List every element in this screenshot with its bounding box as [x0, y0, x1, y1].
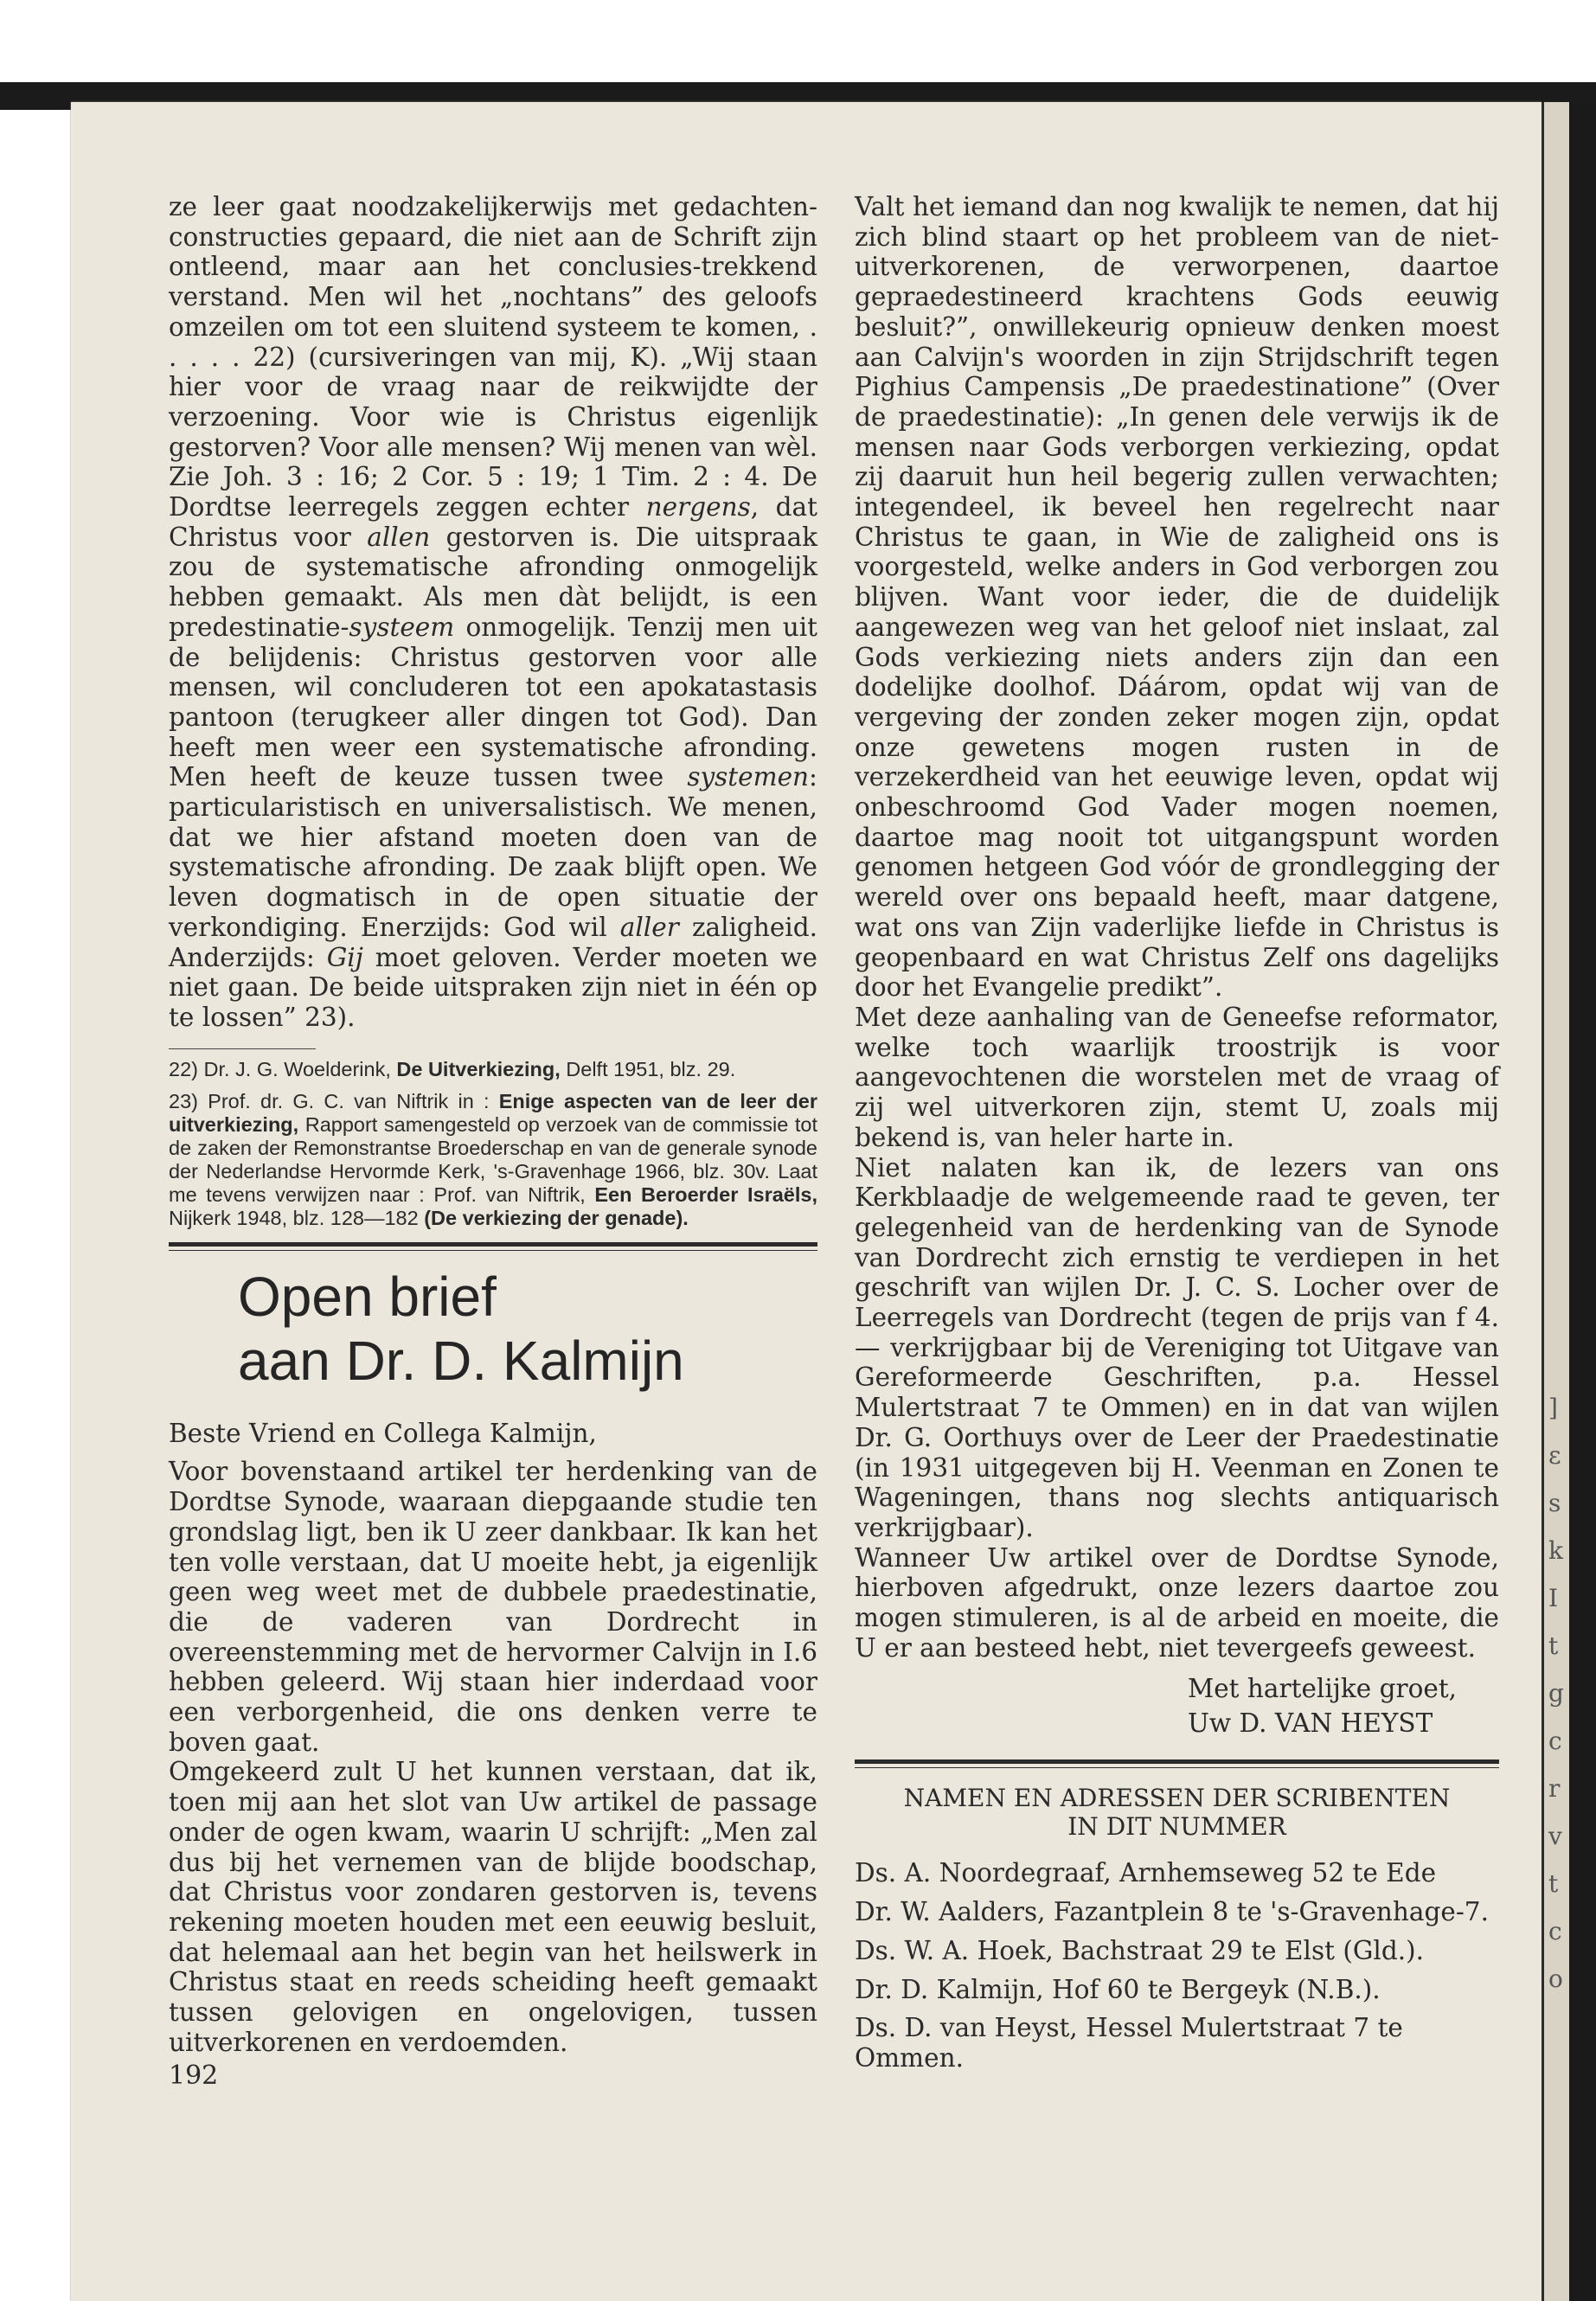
left-column: [169, 192, 817, 2091]
salutation: Beste Vriend en Collega Kalmijn,: [169, 1418, 597, 1448]
letter-paragraph: Voor bovenstaand artikel ter herdenking van de Dordtse Synode, waaraan diepgaande studie ten grondslag ligt, ben ik U zeer dankbaar. Ik kan het ten volle verstaan, dat U moeite hebt, ja eigenlijk geen weg weet met de dubbele praedestinatie, die de vaderen van Dordrecht in overeenstemming met de hervormer Calvijn in I.6 hebben geleerd. Wij staan hier inderdaad voor een verborgenheid, die ons denken verre te boven gaat.: [169, 1457, 817, 1757]
margin-letter: o: [1548, 1965, 1563, 1993]
italic-text: Gij: [326, 942, 363, 972]
article-continuation: [169, 192, 817, 1033]
margin-letter: ε: [1548, 1441, 1561, 1470]
letter-paragraph: Omgekeerd zult U het kunnen verstaan, dat ik, toen mij aan het slot van Uw artikel de passage onder de ogen kwam, waarin U schrijft: „Men zal dus bij het vernemen van de blijde boodschap, dat Christus voor zondaren gestorven is, tevens rekening moeten houden met een eeuwig besluit, dat helemaal aan het begin van het heilswerk in Christus staat en reeds scheiding heeft gemaakt tussen gelovigen en ongelovigen, tussen uitverkorenen en verdoemden.: [169, 1757, 817, 2057]
italic-text: allen: [367, 522, 431, 552]
heading-line: IN DIT NUMMER: [1067, 1812, 1286, 1842]
section-rule-thin: [169, 1250, 817, 1251]
bold-text: (De verkiezing der genade).: [424, 1206, 689, 1229]
contributor-address: Dr. D. Kalmijn, Hof 60 te Bergeyk (N.B.).: [855, 1974, 1381, 2004]
text-run: moet geloven. Verder moeten we niet gaan. De beide uitspraken zijn niet in één op te lossen” 23).: [169, 942, 817, 1032]
contributor-address: Ds. W. A. Hoek, Bachstraat 29 te Elst (Gld.).: [855, 1935, 1424, 1965]
margin-letter: c: [1548, 1917, 1562, 1945]
margin-letter: t: [1548, 1869, 1559, 1898]
text-run: , dat Christus voor: [169, 492, 817, 552]
facing-page-fragment: [1548, 1384, 1569, 2003]
margin-letter: v: [1548, 1822, 1562, 1850]
italic-text: systemen: [687, 762, 810, 792]
letter-paragraph: Valt het iemand dan nog kwalijk te nemen, dat hij zich blind staart op het probleem van de niet-uitverkorenen, de verworpenen, daartoe gepraedestineerd krachtens Gods eeuwig besluit?”, onwillekeurig opnieuw denken moest aan Calvijn's woorden in zijn Strijdschrift tegen Pighius Campensis „De praedestinatione” (Over de praedestinatie): „In genen dele verwijs ik de mensen naar Gods verborgen verkiezing, opdat zij daaruit hun heil begerig zullen verwachten; integendeel, ik beveel hen regelrecht naar Christus te gaan, in Wie de zaligheid ons is voorgesteld, welke anders in God verborgen zou blijven. Want voor ieder, die de duidelijk aangewezen weg van het geloof niet inslaat, zal Gods verkiezing niets anders zijn dan een dodelijke doolhof. Dáárom, opdat wij van de vergeving der zonden zeker mogen zijn, opdat onze gewetens mogen rusten in de verzekerdheid van het eeuwige leven, opdat wij onbeschroomd God Vader mogen noemen, daartoe mag nooit tot uitgangspunt worden genomen hetgeen God vóór de grondlegging der wereld over ons bepaald heeft, maar datgene, wat ons van Zijn vaderlijke liefde in Christus is geopenbaard en wat Christus Zelf ons dagelijks door het Evangelie predikt”.: [855, 192, 1499, 1003]
footnote-23: [169, 1090, 817, 1230]
footnote-22: [169, 1058, 817, 1081]
margin-letter: t: [1548, 1631, 1559, 1660]
title-line: Open brief: [238, 1265, 497, 1328]
letter-title: [169, 1265, 817, 1393]
italic-text: systeem: [349, 612, 455, 642]
box-rule-thick: [855, 1759, 1499, 1764]
italic-text: nergens: [645, 492, 751, 522]
text-run: gestorven is. Die uitspraak zou de systematische afronding onmogelijk hebben gemaakt. Als men dàt belijdt, is een predestinatie-: [169, 522, 817, 642]
bold-text: Een Beroerder Israëls,: [594, 1183, 817, 1206]
margin-letter: r: [1548, 1774, 1561, 1803]
closing-greeting: Met hartelijke groet,: [1188, 1674, 1458, 1704]
text-run: Nijkerk 1948, blz. 128—182: [169, 1206, 419, 1229]
margin-letter: k: [1548, 1536, 1563, 1565]
bold-text: De Uitverkiezing,: [396, 1057, 561, 1080]
text-run: : particularistisch en universalistisch. We menen, dat we hier afstand moeten doen van de systematische afronding. De zaak blijft open. We leven dogmatisch in de open situatie der verkondiging. Enerzijds: God wil: [169, 762, 817, 942]
footnote-divider: [169, 1048, 316, 1049]
contributor-address: Ds. A. Noordegraaf, Arnhemseweg 52 te Ede: [855, 1858, 1437, 1888]
letter-paragraph: Wanneer Uw artikel over de Dordtse Synode, hierboven afgedrukt, onze lezers daartoe zou mogen stimuleren, is al de arbeid en moeite, die U er aan besteed hebt, niet tevergeefs geweest.: [855, 1542, 1499, 1663]
letter-paragraph: Niet nalaten kan ik, de lezers van ons Kerkblaadje de welgemeende raad te geven, ter gelegenheid van de herdenking van de Synode van Dordrecht zich ernstig te verdiepen in het geschrift van wijlen Dr. J. C. S. Locher over de Leerregels van Dordrecht (tegen de prijs van f 4.— verkrijgbaar bij de Vereniging tot Uitgave van Gereformeerde Geschriften, p.a. Hessel Mulertstraat 7 te Ommen) en in dat van wijlen Dr. G. Oorthuys over de Leer der Praedestinatie (in 1931 uitgegeven bij H. Veenman en Zonen te Wageningen, thans nog slechts antiquarisch verkrijgbaar).: [855, 1152, 1499, 1542]
title-line: aan Dr. D. Kalmijn: [238, 1329, 684, 1392]
margin-letter: c: [1548, 1727, 1562, 1755]
signature: Uw D. VAN HEYST: [1188, 1708, 1433, 1739]
closing-block: [855, 1671, 1499, 1740]
italic-text: aller: [619, 912, 679, 942]
text-run: ze leer gaat noodzakelijkerwijs met gedachten-constructies gepaard, die niet aan de Schrift zijn ontleend, maar aan het conclusies-trekkend verstand. Men wil het „nochtans” des geloofs omzeilen om tot een sluitend systeem te komen, . . . . . 22) (cursiveringen van mij, K). „Wij staan hier voor de vraag naar de reikwijdte der verzoening. Voor wie is Christus eigenlijk gestorven? Voor alle mensen? Wij menen van wèl. Zie Joh. 3 : 16; 2 Cor. 5 : 19; 1 Tim. 2 : 4. De Dordtse leerregels zeggen echter: [169, 192, 817, 522]
text-run: 23) Prof. dr. G. C. van Niftrik in :: [169, 1089, 490, 1112]
scan-right-bar: [1569, 102, 1596, 2301]
box-rule-thin: [855, 1767, 1499, 1768]
margin-letter: g: [1548, 1679, 1564, 1708]
contributor-address: Dr. W. Aalders, Fazantplein 8 te 's-Gravenhage-7.: [855, 1897, 1489, 1927]
text-run: onmogelijk. Tenzij men uit de belijdenis: Christus gestorven voor alle mensen, wil concluderen tot een apokatastasis pantoon (terugkeer aller dingen tot God). Dan heeft men weer een systematische afronding. Men heeft de keuze tussen twee: [169, 612, 817, 792]
contributors-heading: [855, 1784, 1499, 1841]
page-number: 192: [169, 2061, 219, 2092]
margin-letter: ]: [1548, 1394, 1558, 1422]
margin-letter: I: [1548, 1584, 1559, 1612]
right-column: [855, 192, 1499, 2082]
text-run: zaligheid. Anderzijds:: [169, 912, 817, 972]
section-rule-thick: [169, 1242, 817, 1247]
margin-letter: s: [1548, 1489, 1561, 1517]
heading-line: NAMEN EN ADRESSEN DER SCRIBENTEN: [903, 1784, 1451, 1813]
text-run: 22) Dr. J. G. Woelderink,: [169, 1057, 391, 1080]
letter-paragraph: Met deze aanhaling van de Geneefse reformator, welke toch waarlijk troostrijk is voor aangevochtenen die worstelen met de vraag of zij wel uitverkoren zijn, stemt U, zoals mij bekend is, van heler harte in.: [855, 1002, 1499, 1152]
text-run: Delft 1951, blz. 29.: [566, 1057, 736, 1080]
contributor-address: Ds. D. van Heyst, Hessel Mulertstraat 7 te Ommen.: [855, 2013, 1403, 2073]
bold-text: Enige aspecten van de leer der uitverkiezing,: [169, 1089, 817, 1136]
text-run: Rapport samengesteld op verzoek van de commissie tot de zaken der Remonstrantse Broederschap en van de generale synode der Nederlandse Hervormde Kerk, 's-Gravenhage 1966, blz. 30v. Laat me tevens verwijzen naar : Prof. van Niftrik,: [169, 1112, 817, 1206]
